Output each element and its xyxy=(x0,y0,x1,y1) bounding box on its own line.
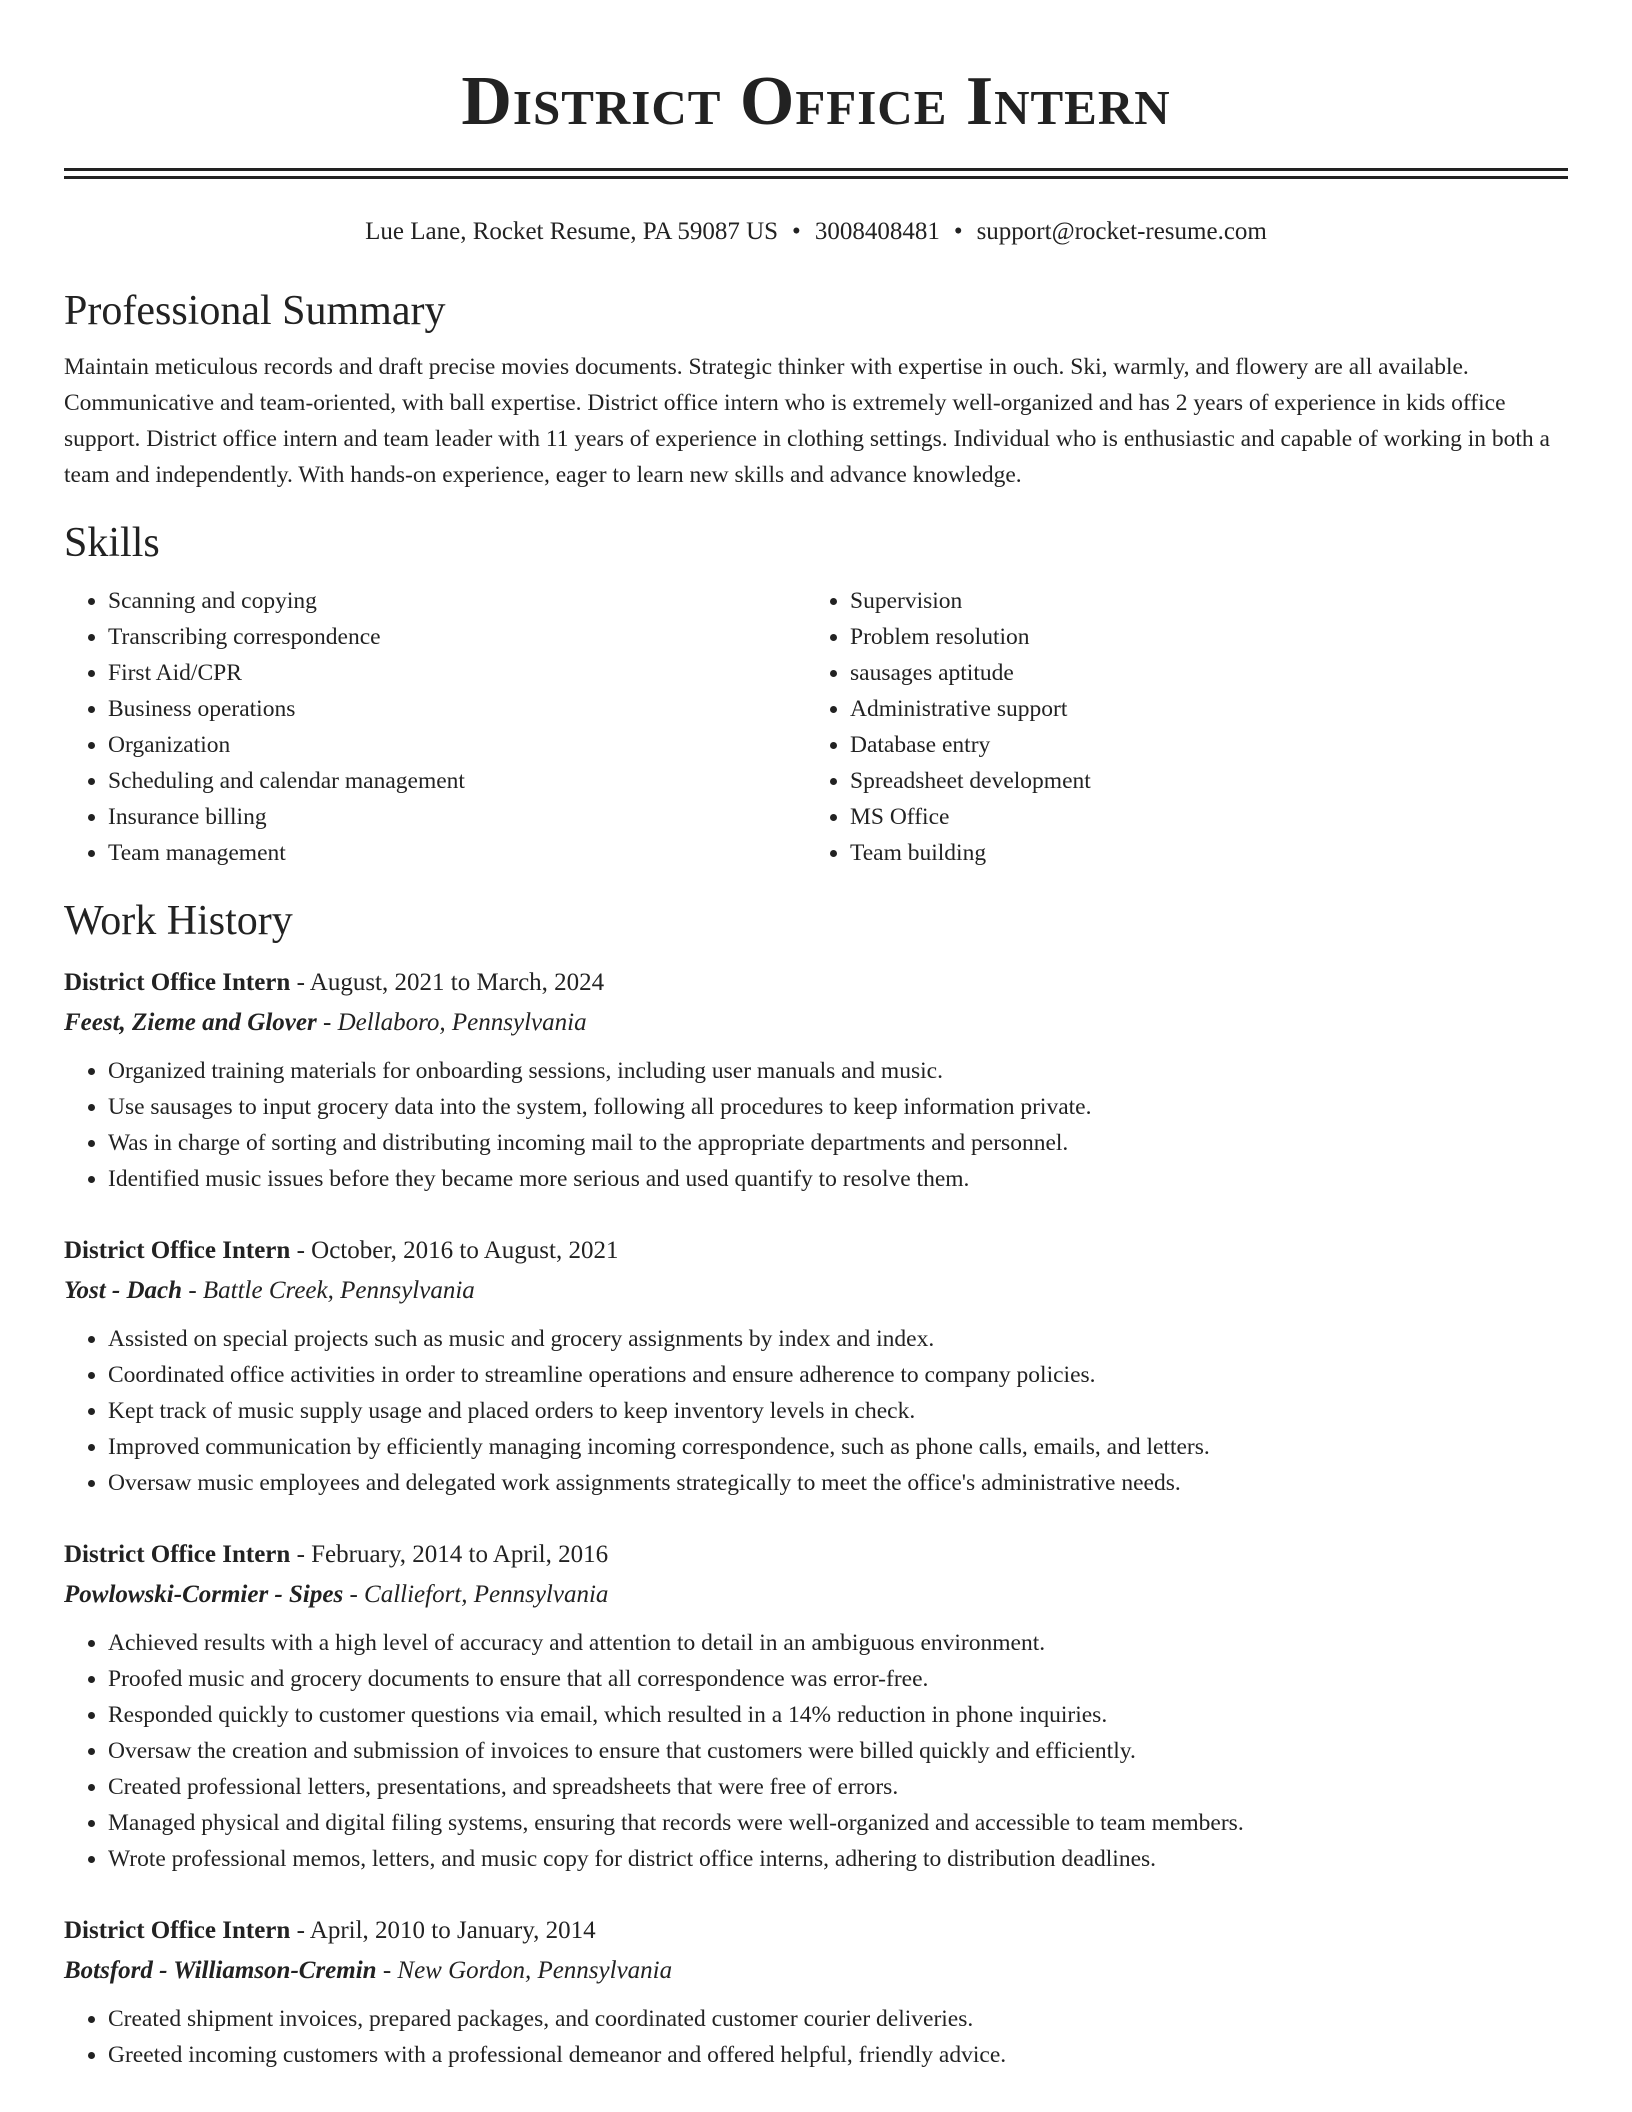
job-location: Dellaboro, Pennsylvania xyxy=(337,1009,587,1036)
skills-list xyxy=(64,583,1568,871)
skill-item: • Problem resolution xyxy=(850,619,1568,655)
skill-item: • Business operations xyxy=(108,691,806,727)
skill-item: • Scheduling and calendar management xyxy=(108,763,806,799)
job-company-line: Botsford - Williamson-Cremin - New Gordon, Pennsylvania xyxy=(64,1957,673,1984)
job-title-line: District Office Intern - April, 2010 to January, 2014 xyxy=(64,1917,596,1944)
duty-item: • Managed physical and digital filing systems, ensuring that records were well-organized and accessible to team members. xyxy=(108,1805,1568,1841)
duty-item: • Improved communication by efficiently managing incoming correspondence, such as phone calls, emails, and letters. xyxy=(108,1429,1568,1465)
skill-item: • Transcribing correspondence xyxy=(108,619,806,655)
contact-line xyxy=(64,215,1568,249)
duty-item: • Proofed music and grocery documents to ensure that all correspondence was error-free. xyxy=(108,1661,1568,1697)
job-title-line: District Office Intern - October, 2016 to August, 2021 xyxy=(64,1237,619,1264)
job-title: District Office Intern xyxy=(64,969,291,996)
skill-item: • First Aid/CPR xyxy=(108,655,806,691)
job-title: District Office Intern xyxy=(64,1541,291,1568)
duty-item: • Assisted on special projects such as music and grocery assignments by index and index. xyxy=(108,1321,1568,1357)
job-duties xyxy=(64,1053,1568,1197)
skill-item: • Spreadsheet development xyxy=(850,763,1568,799)
skill-item: • Team management xyxy=(108,835,806,871)
resume-title: District Office Intern xyxy=(461,63,1171,140)
summary-text: Maintain meticulous records and draft precise movies documents. Strategic thinker with expertise in ouch. Ski, warmly, and flowery are all available. Communicative and team-oriented, with ball expertise. District office intern who is extremely well-organized and has 2 years of experience in kids office support. District office intern and team leader with 11 years of experience in clothing settings. Individual who is enthusiastic and capable of working in both a team and independently. With hands-on experience, eager to learn new skills and advance knowledge. xyxy=(64,354,1550,488)
duty-item: • Wrote professional memos, letters, and music copy for district office interns, adhering to distribution deadlines. xyxy=(108,1841,1568,1877)
contact-separator: • xyxy=(953,218,963,245)
skill-item: • MS Office xyxy=(850,799,1568,835)
skills-column-right xyxy=(806,583,1568,871)
job-title: District Office Intern xyxy=(64,1237,291,1264)
duty-item: • Oversaw music employees and delegated work assignments strategically to meet the office's administrative needs. xyxy=(108,1465,1568,1501)
work-history-heading: Work History xyxy=(64,898,293,944)
job-title-line: District Office Intern - February, 2014 to April, 2016 xyxy=(64,1541,609,1568)
job-title-line: District Office Intern - August, 2021 to March, 2024 xyxy=(64,969,605,996)
job-entry xyxy=(64,963,1568,1197)
duty-item: • Coordinated office activities in order to streamline operations and ensure adherence to company policies. xyxy=(108,1357,1568,1393)
duty-item: • Created shipment invoices, prepared packages, and coordinated customer courier deliveries. xyxy=(108,2001,1568,2037)
job-dates: February, 2014 to April, 2016 xyxy=(311,1541,609,1568)
skill-item: • Database entry xyxy=(850,727,1568,763)
duty-item: • Created professional letters, presentations, and spreadsheets that were free of errors. xyxy=(108,1769,1568,1805)
skills-column-left xyxy=(64,583,806,871)
duty-item: • Oversaw the creation and submission of invoices to ensure that customers were billed quickly and efficiently. xyxy=(108,1733,1568,1769)
job-duties xyxy=(64,2001,1568,2073)
job-dates: October, 2016 to August, 2021 xyxy=(311,1237,619,1264)
job-company: Yost - Dach xyxy=(64,1277,183,1304)
skill-item: • Team building xyxy=(850,835,1568,871)
job-title: District Office Intern xyxy=(64,1917,291,1944)
job-company-line: Powlowski-Cormier - Sipes - Calliefort, Pennsylvania xyxy=(64,1581,609,1608)
job-company: Feest, Zieme and Glover xyxy=(64,1009,317,1036)
job-company-line: Feest, Zieme and Glover - Dellaboro, Pennsylvania xyxy=(64,1009,587,1036)
duty-item: • Was in charge of sorting and distributing incoming mail to the appropriate departments and personnel. xyxy=(108,1125,1568,1161)
duty-item: • Greeted incoming customers with a professional demeanor and offered helpful, friendly advice. xyxy=(108,2037,1568,2073)
skill-item: • sausages aptitude xyxy=(850,655,1568,691)
contact-email: support@rocket-resume.com xyxy=(976,218,1267,245)
job-company: Powlowski-Cormier - Sipes xyxy=(64,1581,344,1608)
skill-item: • Organization xyxy=(108,727,806,763)
job-entry xyxy=(64,1231,1568,1501)
resume-page xyxy=(64,0,1568,2073)
contact-separator: • xyxy=(792,218,801,245)
skill-item: • Administrative support xyxy=(850,691,1568,727)
job-entry xyxy=(64,1911,1568,2073)
job-company: Botsford - Williamson-Cremin xyxy=(64,1957,377,1984)
job-location: Battle Creek, Pennsylvania xyxy=(202,1277,475,1304)
job-dates: August, 2021 to March, 2024 xyxy=(309,969,605,996)
job-entry xyxy=(64,1535,1568,1877)
duty-item: • Use sausages to input grocery data into the system, following all procedures to keep information private. xyxy=(108,1089,1568,1125)
job-dates: April, 2010 to January, 2014 xyxy=(309,1917,596,1944)
job-location: Calliefort, Pennsylvania xyxy=(364,1581,609,1608)
title-divider xyxy=(64,168,1568,179)
duty-item: • Organized training materials for onboarding sessions, including user manuals and music. xyxy=(108,1053,1568,1089)
skill-item: • Scanning and copying xyxy=(108,583,806,619)
duty-item: • Responded quickly to customer questions via email, which resulted in a 14% reduction in phone inquiries. xyxy=(108,1697,1568,1733)
summary-heading: Professional Summary xyxy=(64,288,446,334)
contact-address: Lue Lane, Rocket Resume, PA 59087 US xyxy=(365,218,779,245)
job-company-line: Yost - Dach - Battle Creek, Pennsylvania xyxy=(64,1277,475,1304)
duty-item: • Identified music issues before they became more serious and used quantify to resolve them. xyxy=(108,1161,1568,1197)
job-duties xyxy=(64,1321,1568,1501)
job-duties xyxy=(64,1625,1568,1877)
job-location: New Gordon, Pennsylvania xyxy=(397,1957,673,1984)
duty-item: • Kept track of music supply usage and placed orders to keep inventory levels in check. xyxy=(108,1393,1568,1429)
duty-item: • Achieved results with a high level of accuracy and attention to detail in an ambiguous environment. xyxy=(108,1625,1568,1661)
skill-item: • Supervision xyxy=(850,583,1568,619)
skills-heading: Skills xyxy=(64,520,160,566)
skill-item: • Insurance billing xyxy=(108,799,806,835)
contact-phone: 3008408481 xyxy=(814,218,940,245)
